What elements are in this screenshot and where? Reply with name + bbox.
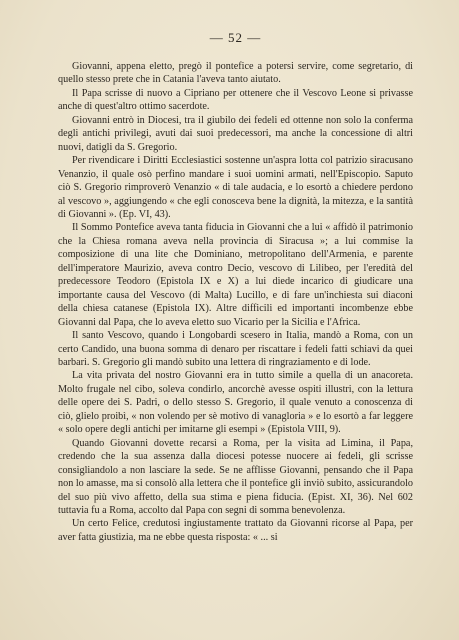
page-number: — 52 — [209,30,262,45]
paragraph-6: Il santo Vescovo, quando i Longobardi scesero in Italia, mandò a Roma, con un certo Candido, una buona somma di denaro per riscattare i fedeli fatti schiavi da quei barbari. S. Gregorio gli mandò subito una lettera di ringraziamento e di lode. [58,330,413,368]
paragraph-3: Giovanni entrò in Diocesi, tra il giubilo dei fedeli ed ottenne non solo la conferma degli antichi privilegi, avuti dai suoi predecessori, ma anche la concessione di altri nuovi, datigli da S. Gregorio. [58,114,413,153]
paragraph-5: Il Sommo Pontefice aveva tanta fiducia in Giovanni che a lui « affidò il patrimonio che la Chiesa romana aveva nella provincia di Siracusa »; a lui commise la composizione di una lite che Dominiano, metropolitano dell'Armenia, e parente dell'imperatore Maurizio, aveva contro Decio, vescovo di Lilibeo, per l'eredità del predecessore Teodoro (Epistola IX e X) a lui diede incarico di giudicare una importante causa del Vescovo (di Malta) Lucillo, e di fare un'inchiesta sui diaconi della chiesa catanese (Epistola IX). Altre difficili ed importanti incombenze ebbe Giovanni dal Papa, che lo aveva eletto suo Vicario per la Sicilia e l'Africa. [58,222,413,328]
paragraph-7: La vita privata del nostro Giovanni era in tutto simile a quella di un anacoreta. Molto frugale nel cibo, soleva condirlo, ancorchè avesse ospiti illustri, con la lettura delle opere dei S. Padri, o dello stesso S. Gregorio, il quale venuto a conoscenza di ciò, glielo proibì, « non volendo per sè motivo di vanagloria » e lo esortò a far leggere « solo opere degli antichi per imitarne gli esempi » (Epistola VIII, 9). [58,370,413,436]
paragraph-2: Il Papa scrisse di nuovo a Cipriano per ottenere che il Vescovo Leone si privasse anche di quest'altro ottimo sacerdote. [58,87,413,113]
paragraph-8: Quando Giovanni dovette recarsi a Roma, per la visita ad Limina, il Papa, credendo che la sua assenza dalla diocesi potesse nuocere ai fedeli, gli scrisse consigliandolo a non lasciare la sede. Se ne afflisse Giovanni, pensando che il Papa non lo amasse, ma si consolò alla lettera che il pontefice gli inviò subito, assicurandolo del suo più vivo affetto, della sua stima e piena fiducia. (Epist. XI, 36). Nel 602 tuttavia fu a Roma, accolto dal Papa con segni di somma benevolenza. [58,437,413,516]
paragraph-1: Giovanni, appena eletto, pregò il pontefice a potersi servire, come segretario, di quello stesso prete che in Catania l'aveva tanto aiutato. [58,61,413,86]
paragraph-9: Un certo Felice, credutosi ingiustamente trattato da Giovanni ricorse al Papa, per aver fatta giustizia, ma ne ebbe questa risposta: « ... si [58,518,413,543]
body-text [58,60,413,544]
paragraph-4: Per rivendicare i Diritti Ecclesiastici sostenne un'aspra lotta col patrizio siracusano Venanzio, il quale osò perfino mandare i suoi uomini armati, nell'Episcopio. Saputo ciò S. Gregorio rimproverò Venanzio « di tale audacia, e lo esortò a chiedere perdono al vescovo », aggiungendo « che egli conosceva bene la dignità, la mitezza, e la santità di Giovanni ». (Ep. VI, 43). [58,155,413,220]
